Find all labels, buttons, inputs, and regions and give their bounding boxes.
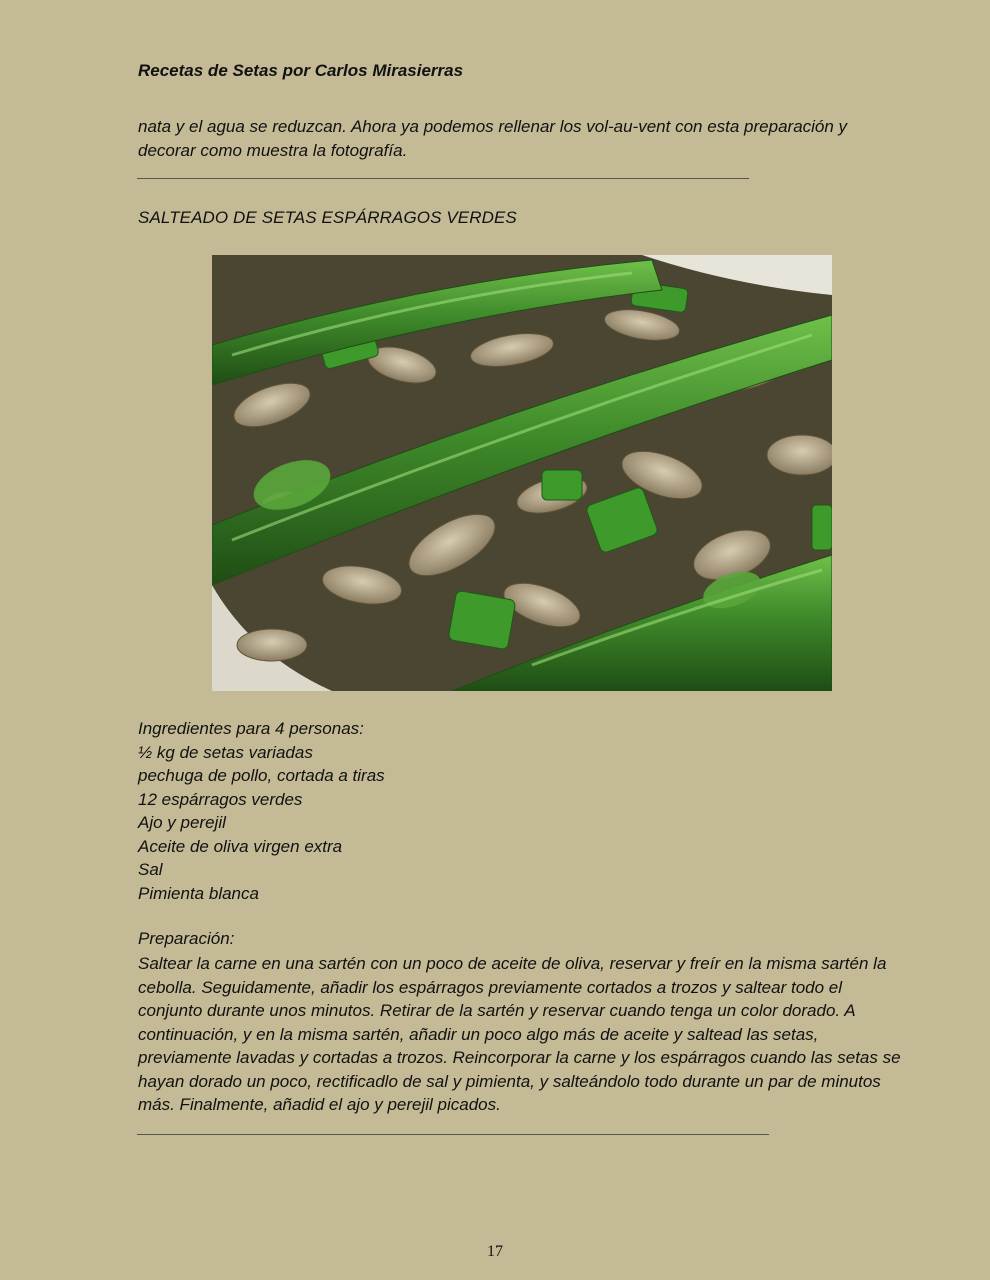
preparation-heading: Preparación:	[138, 929, 235, 948]
ingredient-item: Sal	[138, 860, 163, 879]
recipe-title: SALTEADO DE SETAS ESPÁRRAGOS VERDES	[138, 208, 517, 227]
page-header-title: Recetas de Setas por Carlos Mirasierras	[138, 61, 464, 80]
separator-line	[137, 178, 749, 179]
ingredient-item: pechuga de pollo, cortada a tiras	[138, 766, 385, 785]
recipe-photo	[212, 255, 832, 691]
intro-paragraph: nata y el agua se reduzcan. Ahora ya podemos rellenar los vol-au-vent con esta preparación y decorar como muestra la fotografía.	[138, 117, 848, 160]
ingredient-item: Pimienta blanca	[138, 883, 259, 903]
ingredient-item: Ajo y perejil	[138, 813, 226, 832]
preparation-paragraph: Saltear la carne en una sartén con un poco de aceite de oliva, reservar y freír en la misma sartén la cebolla. Seguidamente, añadir los espárragos previamente cortados a trozos y saltear todo el conjunto durante unos minutos. Retirar de la sartén y reservar cuando tenga un color dorado. A continuación, y en la misma sartén, añadir un poco algo más de aceite y saltead las setas, previamente lavadas y cortadas a trozos. Reincorporar la carne y los espárragos cuando las setas se hayan dorado un poco, rectificadlo de sal y pimienta, y salteándolo todo durante un par de minutos más. Finalmente, añadid el ajo y perejil picados.	[138, 954, 901, 1114]
ingredient-item: ½ kg de setas variadas	[138, 742, 313, 762]
ingredients-heading: Ingredientes para 4 personas:	[138, 719, 364, 738]
separator-line	[137, 1134, 769, 1135]
ingredient-item: 12 espárragos verdes	[138, 789, 303, 809]
page-number: 17	[487, 1243, 503, 1260]
ingredient-item: Aceite de oliva virgen extra	[138, 836, 343, 856]
ingredients-list	[138, 717, 385, 905]
